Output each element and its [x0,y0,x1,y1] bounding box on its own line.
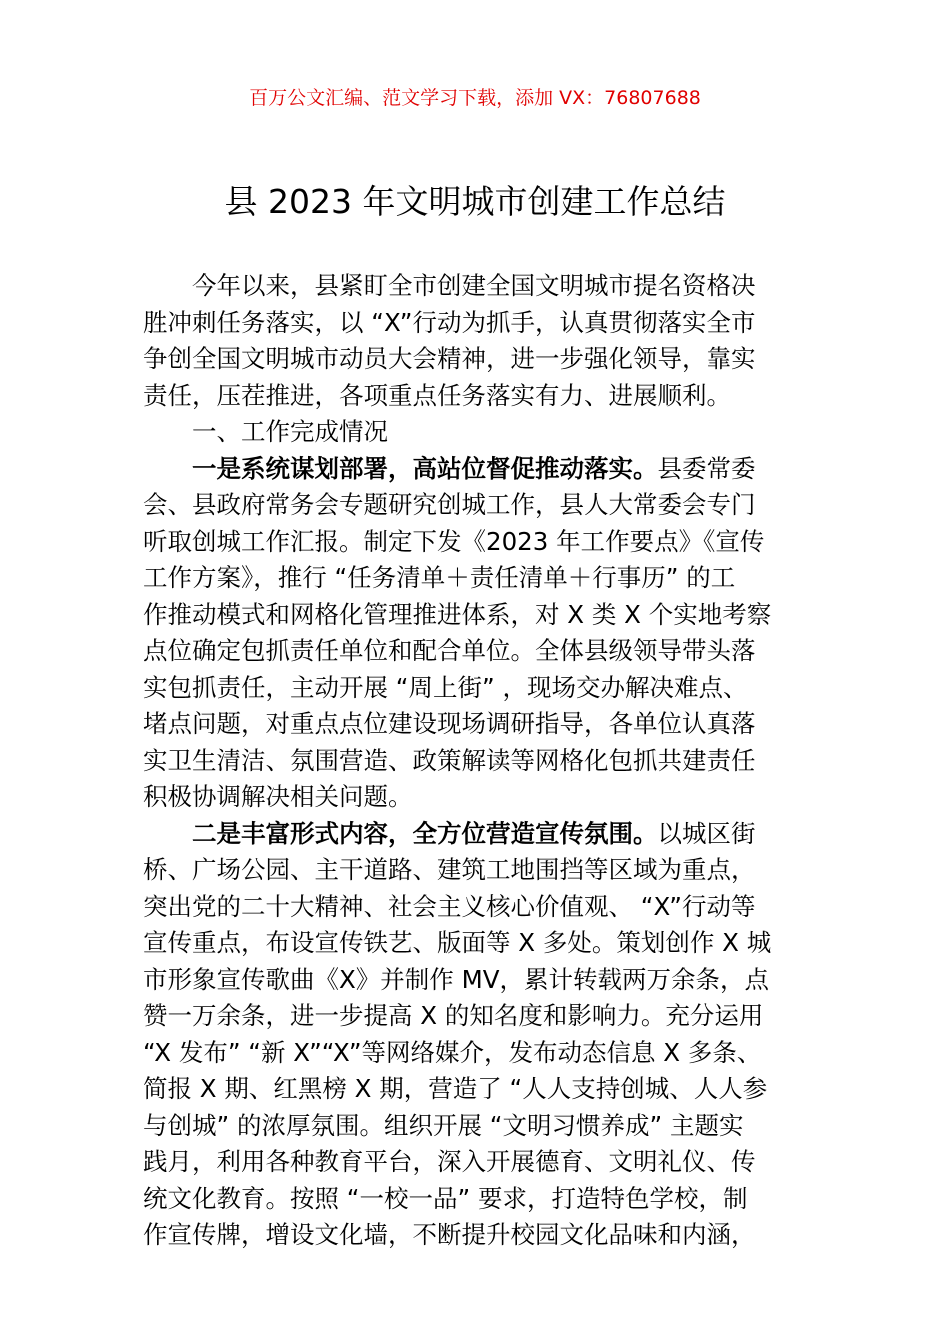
text-line [143,633,811,670]
text-line [143,889,811,926]
line-text: 工作方案》，推行 “任务清单＋责任清单＋行事历” 的工 [143,563,736,592]
line-text: 实包抓责任，主动开展 “周上街” ，现场交办解决难点、 [143,672,748,702]
line-text: 突出党的二十大精神、社会主义核心价值观、 “X”行动等 [143,891,756,921]
bold-lead-in: 二是丰富形式内容，全方位营造宣传氛围。 [192,818,658,848]
line-text: 县委常委 [657,453,756,483]
text-line [143,268,811,305]
line-text: “X 发布” “新 X”“X”等网络媒介，发布动态信息 X 多条、 [143,1037,762,1067]
text-line [143,962,811,999]
text-line [143,1144,811,1181]
text-line [143,378,811,415]
line-text: 统文化教育。按照 “一校一品” 要求，打造特色学校，制 [143,1183,748,1213]
line-text: 实卫生清洁、氛围营造、政策解读等网格化包抓共建责任 [143,745,756,775]
line-text: 会、县政府常务会专题研究创城工作，县人大常委会专门 [143,490,756,519]
header-note: 百万公文汇编、范文学习下载，添加 VX：76807688 [249,87,701,109]
text-line [143,1071,811,1108]
text-line [143,305,811,342]
text-line [143,925,811,962]
line-text: 市形象宣传歌曲《X》并制作 MV，累计转载两万余条，点 [143,964,769,994]
text-line [143,341,811,378]
text-line [143,1181,811,1218]
text-line [143,670,811,707]
text-line [143,1217,811,1254]
line-text: 以城区街 [657,818,756,848]
line-text: 胜冲刺任务落实，以 “X”行动为抓手，认真贯彻落实全市 [143,307,756,337]
line-text: 宣传重点，布设宣传铁艺、版面等 X 多处。策划创作 X 城 [143,928,772,957]
line-text: 桥、广场公园、主干道路、建筑工地围挡等区域为重点， [143,855,756,884]
text-line [143,743,811,780]
page-title: 县 2023 年文明城市创建工作总结 [224,182,726,221]
line-text: 作宣传牌，增设文化墙，不断提升校园文化品味和内涵， [143,1220,756,1249]
text-line [143,706,811,743]
text-line [143,852,811,889]
text-line [143,487,811,524]
text-line [143,451,811,488]
line-text: 堵点问题，对重点点位建设现场调研指导，各单位认真落 [143,709,756,738]
line-text: 一、工作完成情况 [192,417,388,446]
line-text: 今年以来，县紧盯全市创建全国文明城市提名资格决 [192,271,756,300]
bold-lead-in: 一是系统谋划部署，高站位督促推动落实。 [192,453,658,483]
text-line [143,597,811,634]
line-text: 听取创城工作汇报。制定下发《2023 年工作要点》《宣传 [143,526,765,556]
line-text: 践月，利用各种教育平台，深入开展德育、文明礼仪、传 [143,1147,756,1176]
text-line [143,1035,811,1072]
text-line [143,414,811,451]
text-line [143,998,811,1035]
line-text: 积极协调解决相关问题。 [143,782,413,811]
line-text: 责任，压茬推进，各项重点任务落实有力、进展顺利。 [143,380,731,410]
text-line [143,1108,811,1145]
text-line [143,560,811,597]
text-line [143,524,811,561]
line-text: 作推动模式和网格化管理推进体系，对 X 类 X 个实地考察 [143,599,772,629]
text-line [143,816,811,853]
line-text: 简报 X 期、红黑榜 X 期，营造了 “人人支持创城、人人参 [143,1074,768,1103]
document-body [143,268,811,1254]
line-text: 与创城” 的浓厚氛围。组织开展 “文明习惯养成” 主题实 [143,1110,744,1140]
line-text: 点位确定包抓责任单位和配合单位。全体县级领导带头落 [143,636,756,665]
line-text: 赞一万余条，进一步提高 X 的知名度和影响力。充分运用 [143,1001,764,1030]
line-text: 争创全国文明城市动员大会精神，进一步强化领导，靠实 [143,344,756,373]
text-line [143,779,811,816]
